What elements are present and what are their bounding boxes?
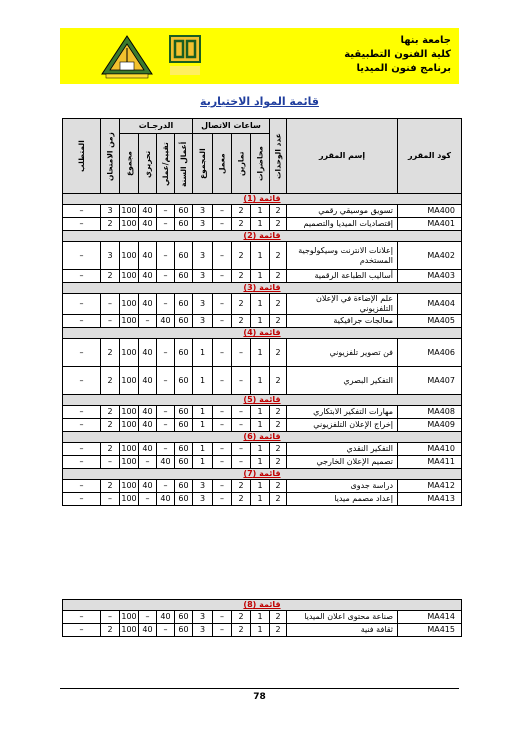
year-work-cell: 60 xyxy=(175,624,193,637)
year-work-cell: 60 xyxy=(175,406,193,419)
year-work-cell: 60 xyxy=(175,480,193,493)
course-code-cell: MA405 xyxy=(398,315,462,328)
exam-time-cell: 2 xyxy=(101,367,120,395)
written-cell: 40 xyxy=(139,419,157,432)
hours-total-cell: 3 xyxy=(193,205,213,218)
course-name-cell: دراسة جدوى xyxy=(287,480,398,493)
lectures-cell: 1 xyxy=(251,493,270,506)
exercises-cell: 2 xyxy=(232,493,251,506)
course-code-cell: MA404 xyxy=(398,294,462,315)
lab-cell: – xyxy=(213,339,232,367)
year-work-cell: 60 xyxy=(175,456,193,469)
units-cell: 2 xyxy=(270,294,287,315)
table-row xyxy=(63,493,462,506)
group-label: قائمة (5) xyxy=(63,395,462,406)
prereq-cell: – xyxy=(63,419,101,432)
units-cell: 2 xyxy=(270,242,287,270)
document-title: قائمة المواد الاختيارية xyxy=(200,95,319,108)
faculty-name: كلية الفنون التطبيقية xyxy=(344,49,451,60)
col-exercises: تمارين xyxy=(232,134,251,194)
year-work-cell: 60 xyxy=(175,242,193,270)
hours-total-cell: 3 xyxy=(193,218,213,231)
course-code-cell: MA409 xyxy=(398,419,462,432)
hours-total-cell: 1 xyxy=(193,443,213,456)
electives-table xyxy=(62,118,462,506)
grades-total-cell: 100 xyxy=(120,480,139,493)
lab-cell: – xyxy=(213,611,232,624)
program-name: برنامج فنون الميديا xyxy=(356,63,451,74)
year-work-cell: 60 xyxy=(175,443,193,456)
exam-time-cell: – xyxy=(101,493,120,506)
year-work-cell: 60 xyxy=(175,294,193,315)
units-cell: 2 xyxy=(270,406,287,419)
course-name-cell: التفكير النقدي xyxy=(287,443,398,456)
table-row xyxy=(63,456,462,469)
prereq-cell: – xyxy=(63,242,101,270)
written-cell: 40 xyxy=(139,339,157,367)
col-oral: تقييم/عملي xyxy=(157,134,175,194)
course-name-cell: أساليب الطباعة الرقمية xyxy=(287,270,398,283)
units-cell: 2 xyxy=(270,218,287,231)
col-code: كود المقرر xyxy=(398,119,462,194)
course-code-cell: MA403 xyxy=(398,270,462,283)
units-cell: 2 xyxy=(270,367,287,395)
group-row xyxy=(63,231,462,242)
lectures-cell: 1 xyxy=(251,456,270,469)
lab-cell: – xyxy=(213,406,232,419)
group-label: قائمة (6) xyxy=(63,432,462,443)
col-lab: معمل xyxy=(213,134,232,194)
year-work-cell: 60 xyxy=(175,315,193,328)
course-code-cell: MA407 xyxy=(398,367,462,395)
table-row xyxy=(63,419,462,432)
group-label: قائمة (1) xyxy=(63,194,462,205)
course-name-cell: إخراج الإعلان التلفزيوني xyxy=(287,419,398,432)
course-code-cell: MA414 xyxy=(398,611,462,624)
lab-cell: – xyxy=(213,480,232,493)
table-row xyxy=(63,406,462,419)
exercises-cell: – xyxy=(232,456,251,469)
prereq-cell: – xyxy=(63,456,101,469)
year-work-cell: 60 xyxy=(175,493,193,506)
exercises-cell: 2 xyxy=(232,624,251,637)
oral-cell: 40 xyxy=(157,611,175,624)
group-label: قائمة (7) xyxy=(63,469,462,480)
table-row xyxy=(63,242,462,270)
table-row xyxy=(63,443,462,456)
written-cell: – xyxy=(139,611,157,624)
oral-cell: – xyxy=(157,270,175,283)
prereq-cell: – xyxy=(63,443,101,456)
lab-cell: – xyxy=(213,419,232,432)
header-text xyxy=(344,34,451,76)
grades-total-cell: 100 xyxy=(120,611,139,624)
col-hours-total: المجموع xyxy=(193,134,213,194)
exam-time-cell: 3 xyxy=(101,242,120,270)
lab-cell: – xyxy=(213,270,232,283)
hours-total-cell: 1 xyxy=(193,406,213,419)
grades-total-cell: 100 xyxy=(120,406,139,419)
hours-total-cell: 3 xyxy=(193,294,213,315)
col-written: تحريري xyxy=(139,134,157,194)
lectures-cell: 1 xyxy=(251,205,270,218)
course-name-cell: صناعة محتوى اعلان الميديا xyxy=(287,611,398,624)
lectures-cell: 1 xyxy=(251,218,270,231)
oral-cell: 40 xyxy=(157,315,175,328)
lab-cell: – xyxy=(213,624,232,637)
year-work-cell: 60 xyxy=(175,367,193,395)
year-work-cell: 60 xyxy=(175,270,193,283)
course-name-cell: تصميم الإعلان الخارجي xyxy=(287,456,398,469)
units-cell: 2 xyxy=(270,456,287,469)
faculty-logo-icon xyxy=(168,34,202,78)
exam-time-cell: 3 xyxy=(101,205,120,218)
table-row xyxy=(63,294,462,315)
prereq-cell: – xyxy=(63,624,101,637)
exercises-cell: 2 xyxy=(232,242,251,270)
exercises-cell: 2 xyxy=(232,315,251,328)
lectures-cell: 1 xyxy=(251,480,270,493)
lectures-cell: 1 xyxy=(251,406,270,419)
table-body-extra xyxy=(63,600,462,637)
group-row xyxy=(63,328,462,339)
grades-total-cell: 100 xyxy=(120,419,139,432)
oral-cell: – xyxy=(157,406,175,419)
lab-cell: – xyxy=(213,242,232,270)
col-prereq: المتطلب xyxy=(63,119,101,194)
units-cell: 2 xyxy=(270,419,287,432)
page-number: 78 xyxy=(253,692,266,702)
lab-cell: – xyxy=(213,294,232,315)
hours-total-cell: 1 xyxy=(193,367,213,395)
course-name-cell: تسويق موسيقي رقمي xyxy=(287,205,398,218)
table-row xyxy=(63,218,462,231)
written-cell: 40 xyxy=(139,294,157,315)
page-header xyxy=(60,28,459,84)
exercises-cell: – xyxy=(232,406,251,419)
hours-total-cell: 3 xyxy=(193,270,213,283)
lectures-cell: 1 xyxy=(251,242,270,270)
grades-total-cell: 100 xyxy=(120,270,139,283)
course-code-cell: MA408 xyxy=(398,406,462,419)
year-work-cell: 60 xyxy=(175,218,193,231)
table-row xyxy=(63,205,462,218)
units-cell: 2 xyxy=(270,611,287,624)
written-cell: 40 xyxy=(139,480,157,493)
col-grades-total: مجموع xyxy=(120,134,139,194)
lectures-cell: 1 xyxy=(251,443,270,456)
oral-cell: – xyxy=(157,419,175,432)
col-grades: الدرجـات xyxy=(120,119,193,134)
oral-cell: 40 xyxy=(157,493,175,506)
grades-total-cell: 100 xyxy=(120,367,139,395)
group-row xyxy=(63,194,462,205)
col-name: إسم المقرر xyxy=(287,119,398,194)
course-code-cell: MA400 xyxy=(398,205,462,218)
prereq-cell: – xyxy=(63,406,101,419)
table-row xyxy=(63,480,462,493)
exam-time-cell: – xyxy=(101,611,120,624)
table-row xyxy=(63,611,462,624)
written-cell: – xyxy=(139,456,157,469)
lab-cell: – xyxy=(213,493,232,506)
exercises-cell: 2 xyxy=(232,270,251,283)
course-code-cell: MA411 xyxy=(398,456,462,469)
written-cell: 40 xyxy=(139,242,157,270)
oral-cell: – xyxy=(157,242,175,270)
grades-total-cell: 100 xyxy=(120,294,139,315)
hours-total-cell: 1 xyxy=(193,419,213,432)
exam-time-cell: 2 xyxy=(101,270,120,283)
group-label: قائمة (4) xyxy=(63,328,462,339)
lab-cell: – xyxy=(213,367,232,395)
lab-cell: – xyxy=(213,218,232,231)
course-code-cell: MA413 xyxy=(398,493,462,506)
prereq-cell: – xyxy=(63,339,101,367)
course-name-cell: إعداد مصمم ميديا xyxy=(287,493,398,506)
grades-total-cell: 100 xyxy=(120,493,139,506)
oral-cell: – xyxy=(157,367,175,395)
oral-cell: – xyxy=(157,205,175,218)
group-row xyxy=(63,283,462,294)
course-name-cell: إعلانات الانترنت وسيكولوجية المستخدم xyxy=(287,242,398,270)
table-row xyxy=(63,315,462,328)
table-row xyxy=(63,624,462,637)
lectures-cell: 1 xyxy=(251,624,270,637)
course-code-cell: MA412 xyxy=(398,480,462,493)
year-work-cell: 60 xyxy=(175,205,193,218)
grades-total-cell: 100 xyxy=(120,218,139,231)
grades-total-cell: 100 xyxy=(120,456,139,469)
exercises-cell: – xyxy=(232,339,251,367)
exam-time-cell: 2 xyxy=(101,480,120,493)
course-code-cell: MA401 xyxy=(398,218,462,231)
table-body xyxy=(63,194,462,506)
units-cell: 2 xyxy=(270,480,287,493)
grades-total-cell: 100 xyxy=(120,242,139,270)
oral-cell: – xyxy=(157,624,175,637)
units-cell: 2 xyxy=(270,493,287,506)
exercises-cell: 2 xyxy=(232,611,251,624)
oral-cell: – xyxy=(157,480,175,493)
lectures-cell: 1 xyxy=(251,294,270,315)
lab-cell: – xyxy=(213,443,232,456)
prereq-cell: – xyxy=(63,205,101,218)
exam-time-cell: – xyxy=(101,294,120,315)
hours-total-cell: 3 xyxy=(193,611,213,624)
written-cell: 40 xyxy=(139,270,157,283)
hours-total-cell: 1 xyxy=(193,339,213,367)
grades-total-cell: 100 xyxy=(120,624,139,637)
exercises-cell: 2 xyxy=(232,294,251,315)
units-cell: 2 xyxy=(270,624,287,637)
table-row xyxy=(63,339,462,367)
written-cell: – xyxy=(139,315,157,328)
university-logo-icon xyxy=(100,34,154,80)
units-cell: 2 xyxy=(270,270,287,283)
group-row xyxy=(63,395,462,406)
exam-time-cell: 2 xyxy=(101,443,120,456)
group-row xyxy=(63,469,462,480)
prereq-cell: – xyxy=(63,611,101,624)
prereq-cell: – xyxy=(63,294,101,315)
table-row xyxy=(63,270,462,283)
group-label: قائمة (8) xyxy=(63,600,462,611)
exercises-cell: 2 xyxy=(232,205,251,218)
course-name-cell: مهارات التفكير الابتكاري xyxy=(287,406,398,419)
oral-cell: – xyxy=(157,443,175,456)
written-cell: 40 xyxy=(139,624,157,637)
col-units: عدد الوحدات xyxy=(270,119,287,194)
lectures-cell: 1 xyxy=(251,315,270,328)
prereq-cell: – xyxy=(63,218,101,231)
course-code-cell: MA406 xyxy=(398,339,462,367)
exercises-cell: – xyxy=(232,367,251,395)
hours-total-cell: 3 xyxy=(193,624,213,637)
hours-total-cell: 1 xyxy=(193,456,213,469)
oral-cell: 40 xyxy=(157,456,175,469)
written-cell: 40 xyxy=(139,443,157,456)
exercises-cell: – xyxy=(232,419,251,432)
grades-total-cell: 100 xyxy=(120,205,139,218)
table-row xyxy=(63,367,462,395)
prereq-cell: – xyxy=(63,367,101,395)
oral-cell: – xyxy=(157,339,175,367)
hours-total-cell: 3 xyxy=(193,493,213,506)
prereq-cell: – xyxy=(63,270,101,283)
lectures-cell: 1 xyxy=(251,419,270,432)
exercises-cell: – xyxy=(232,443,251,456)
written-cell: 40 xyxy=(139,205,157,218)
hours-total-cell: 3 xyxy=(193,242,213,270)
hours-total-cell: 3 xyxy=(193,480,213,493)
col-exam-time: زمن الامتحان xyxy=(101,119,120,194)
col-lectures: محاضرات xyxy=(251,134,270,194)
university-name: جامعة بنها xyxy=(400,35,451,46)
oral-cell: – xyxy=(157,218,175,231)
grades-total-cell: 100 xyxy=(120,443,139,456)
prereq-cell: – xyxy=(63,480,101,493)
exam-time-cell: 2 xyxy=(101,406,120,419)
written-cell: 40 xyxy=(139,367,157,395)
course-name-cell: التفكير البصري xyxy=(287,367,398,395)
units-cell: 2 xyxy=(270,205,287,218)
written-cell: 40 xyxy=(139,218,157,231)
lab-cell: – xyxy=(213,205,232,218)
lectures-cell: 1 xyxy=(251,339,270,367)
exam-time-cell: 2 xyxy=(101,339,120,367)
electives-table-extra xyxy=(62,599,462,637)
col-year-work: أعمال السنة xyxy=(175,134,193,194)
lectures-cell: 1 xyxy=(251,611,270,624)
hours-total-cell: 3 xyxy=(193,315,213,328)
footer-divider xyxy=(60,688,459,689)
lectures-cell: 1 xyxy=(251,367,270,395)
year-work-cell: 60 xyxy=(175,339,193,367)
col-contact-hours: ساعات الاتصال xyxy=(193,119,270,134)
exam-time-cell: – xyxy=(101,456,120,469)
oral-cell: – xyxy=(157,294,175,315)
exam-time-cell: 2 xyxy=(101,218,120,231)
year-work-cell: 60 xyxy=(175,611,193,624)
prereq-cell: – xyxy=(63,315,101,328)
units-cell: 2 xyxy=(270,339,287,367)
group-row xyxy=(63,432,462,443)
written-cell: 40 xyxy=(139,406,157,419)
written-cell: – xyxy=(139,493,157,506)
course-code-cell: MA410 xyxy=(398,443,462,456)
course-name-cell: ثقافة فنية xyxy=(287,624,398,637)
course-name-cell: إقتصاديات الميديا والتصميم xyxy=(287,218,398,231)
units-cell: 2 xyxy=(270,443,287,456)
prereq-cell: – xyxy=(63,493,101,506)
exercises-cell: 2 xyxy=(232,480,251,493)
group-label: قائمة (3) xyxy=(63,283,462,294)
exam-time-cell: 2 xyxy=(101,624,120,637)
grades-total-cell: 100 xyxy=(120,339,139,367)
units-cell: 2 xyxy=(270,315,287,328)
lab-cell: – xyxy=(213,456,232,469)
exercises-cell: 2 xyxy=(232,218,251,231)
exam-time-cell: 2 xyxy=(101,419,120,432)
grades-total-cell: 100 xyxy=(120,315,139,328)
exam-time-cell: – xyxy=(101,315,120,328)
lectures-cell: 1 xyxy=(251,270,270,283)
group-label: قائمة (2) xyxy=(63,231,462,242)
course-code-cell: MA415 xyxy=(398,624,462,637)
course-name-cell: علم الإضاءة في الإعلان التلفزيوني xyxy=(287,294,398,315)
course-name-cell: معالجات جرافيكية xyxy=(287,315,398,328)
lab-cell: – xyxy=(213,315,232,328)
course-name-cell: فن تصوير تلفزيوني xyxy=(287,339,398,367)
year-work-cell: 60 xyxy=(175,419,193,432)
group-row xyxy=(63,600,462,611)
course-code-cell: MA402 xyxy=(398,242,462,270)
